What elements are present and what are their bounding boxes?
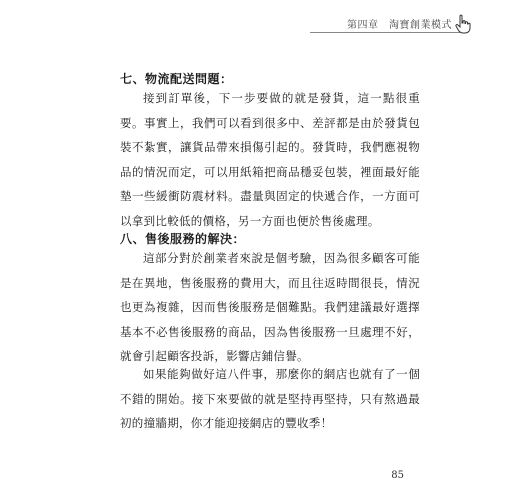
chapter-title: 第四章 淘寶創業模式 xyxy=(347,20,452,31)
paragraph-after-sales: 這部分對於創業者來說是個考驗，因為很多顧客可能是在異地，售後服務的費用大，而且往返時間很長，情況也更為複雜，因而售後服務是個難點。我們建議最好選擇基本不必售後服務的商品，因為售後服務一旦處理不好，就會引起顧客投訴，影響店鋪信譽。 xyxy=(120,251,420,363)
closing-paragraph: 如果能夠做好這八件事，那麼你的網店也就有了一個不錯的開始。接下來要做的就是堅持再堅持，只有熬過最初的撞牆期，你才能迎接網店的豐收季！ xyxy=(120,367,420,430)
section-heading-logistics: 七、物流配送問題： xyxy=(120,72,233,86)
pointing-hand-icon xyxy=(454,14,472,34)
running-header xyxy=(310,14,480,36)
header-rule xyxy=(310,32,460,33)
paragraph-logistics: 接到訂單後，下一步要做的就是發貨，這一點很重要。事實上，我們可以看到很多中、差評都是由於發貨包裝不紮實，讓貨品帶來損傷引起的。發貨時，我們應視物品的情況而定，可以用紙箱把商品穩妥包裝，裡面最好能墊一些緩衝防震材料。盡量與固定的快遞合作，一方面可以拿到比較低的價格，另一方面也便於售後處理。 xyxy=(120,91,420,228)
page-number: 85 xyxy=(391,470,404,481)
section-heading-after-sales: 八、售後服務的解決： xyxy=(120,232,246,246)
